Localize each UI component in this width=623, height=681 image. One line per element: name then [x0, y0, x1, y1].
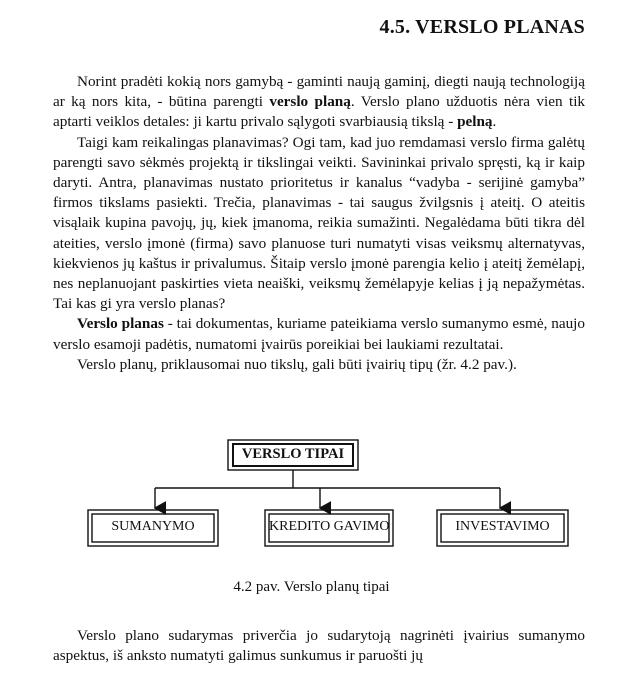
body-text [53, 72, 585, 375]
paragraph-2 [53, 133, 585, 315]
child-box-label-investavimo: INVESTAVIMO [455, 519, 550, 534]
paragraph-4 [53, 355, 585, 375]
child-box-label-sumanymo: SUMANYMO [111, 519, 195, 534]
bottom-text [53, 626, 585, 666]
text-run: - tai dokumentas, kuriame pateikiama verslo sumanymo esmė, naujo verslo esamoji padėtis, numatomi įvairūs poreikiai bei laukiami rezultatai. [53, 315, 585, 353]
bold-term: Verslo planas [77, 315, 164, 333]
text-run: Norint pradėti kokią nors gamybą - gaminti naują gaminį, diegti naują technologiją ar ką nors kita, - būtina parengti [53, 73, 585, 111]
text-run: Verslo planų, priklausomai nuo tikslų, gali būti įvairių tipų (žr. 4.2 pav.). [77, 355, 517, 373]
bold-term: pelną [457, 113, 493, 131]
child-box-label-kredito-gavimo: KREDITO GAVIMO [269, 519, 390, 534]
root-box-label: VERSLO TIPAI [241, 446, 345, 462]
bold-term: verslo planą [269, 93, 351, 111]
paragraph-3 [53, 314, 585, 354]
section-heading: 4.5. VERSLO PLANAS [379, 16, 585, 38]
text-run: . [492, 113, 497, 131]
text-run: . Verslo plano užduotis nėra vien tik aptarti veiklos detales: ji kartu privalo sąlygoti svarbiausią tikslą - [53, 93, 586, 131]
figure-caption: 4.2 pav. Verslo planų tipai [233, 579, 390, 595]
paragraph-1 [53, 72, 585, 133]
paragraph-5: Verslo plano sudarymas priverčia jo sudarytoją nagrinėti įvairius sumanymo aspektus, iš anksto numatyti galimus sunkumus ir paruošti jų [53, 627, 585, 665]
text-run: Taigi kam reikalingas planavimas? Ogi tam, kad juo remdamasi verslo firma galėtų parengti savo sėkmės projektą ir tikslingai veikti. Savininkai privalo spręsti, ką ir kaip daryti. Antra, planavimas nustato prioritetus ir kanalus “vadyba - serijinė gamyba” firmos tikslams pasiekti. Trečia, planavimas - tai saugus žvilgsnis į ateitį. O ateitis visąlaik kupina pavojų, jų, kiek įmanoma, reikia sumažinti. Negalėdama būti tikra dėl ateities, verslo įmonė (firma) savo planuose turi numatyti visas veiksmų alternatyvas, kiekvienos jų kaštus ir privalumus. Šitaip verslo įmonė parengia kelio į ateitį žemėlapį, nes neplanuojant paskirties vieta neaiški, veiksmų žemėlapyje kelias į ją nepažymėtas. Tai kas gi yra verslo planas? [53, 133, 585, 313]
